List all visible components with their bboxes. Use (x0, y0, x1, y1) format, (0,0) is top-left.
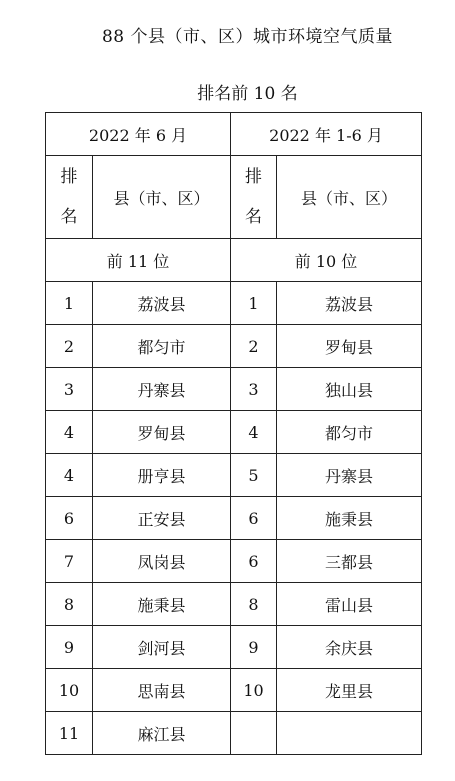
left-rank-cell: 1 (46, 282, 93, 325)
right-county-cell: 余庆县 (277, 626, 422, 669)
right-rank-cell: 3 (231, 368, 277, 411)
left-county-cell: 丹寨县 (93, 368, 231, 411)
right-county-cell: 罗甸县 (277, 325, 422, 368)
left-rank-cell: 8 (46, 583, 93, 626)
rank-column-label: 排名 (245, 167, 263, 227)
group-left-header: 前 11 位 (46, 239, 231, 282)
rank-column-label: 排名 (60, 167, 78, 227)
left-rank-cell: 10 (46, 669, 93, 712)
table-row (46, 626, 422, 669)
period-header-row (46, 113, 422, 156)
right-county-cell (277, 712, 422, 755)
right-county-cell: 龙里县 (277, 669, 422, 712)
right-rank-cell: 1 (231, 282, 277, 325)
left-county-cell: 剑河县 (93, 626, 231, 669)
left-county-cell: 册亨县 (93, 454, 231, 497)
rank-column-header-right (231, 156, 277, 239)
period-left-header: 2022 年 6 月 (46, 113, 231, 156)
period-right-header: 2022 年 1-6 月 (231, 113, 422, 156)
ranking-table (45, 112, 422, 755)
right-county-cell: 丹寨县 (277, 454, 422, 497)
table-row (46, 454, 422, 497)
right-county-cell: 独山县 (277, 368, 422, 411)
right-rank-cell: 2 (231, 325, 277, 368)
right-rank-cell: 5 (231, 454, 277, 497)
group-right-header: 前 10 位 (231, 239, 422, 282)
rank-column-header-left (46, 156, 93, 239)
left-county-cell: 正安县 (93, 497, 231, 540)
right-county-cell: 荔波县 (277, 282, 422, 325)
left-rank-cell: 7 (46, 540, 93, 583)
left-county-cell: 凤岗县 (93, 540, 231, 583)
left-county-cell: 思南县 (93, 669, 231, 712)
column-header-row (46, 156, 422, 239)
table-row (46, 368, 422, 411)
left-rank-cell: 4 (46, 454, 93, 497)
table-row (46, 540, 422, 583)
left-rank-cell: 2 (46, 325, 93, 368)
county-column-header-right: 县（市、区） (277, 156, 422, 239)
table-row (46, 282, 422, 325)
table-row (46, 583, 422, 626)
right-rank-cell: 9 (231, 626, 277, 669)
document-title: 88 个县（市、区）城市环境空气质量 (101, 27, 394, 47)
left-rank-cell: 9 (46, 626, 93, 669)
table-row (46, 325, 422, 368)
table-row (46, 669, 422, 712)
right-county-cell: 施秉县 (277, 497, 422, 540)
left-rank-cell: 4 (46, 411, 93, 454)
right-county-cell: 雷山县 (277, 583, 422, 626)
left-county-cell: 麻江县 (93, 712, 231, 755)
left-county-cell: 罗甸县 (93, 411, 231, 454)
table-row (46, 497, 422, 540)
right-rank-cell: 8 (231, 583, 277, 626)
left-county-cell: 施秉县 (93, 583, 231, 626)
left-rank-cell: 3 (46, 368, 93, 411)
table-row (46, 411, 422, 454)
left-rank-cell: 11 (46, 712, 93, 755)
right-rank-cell: 4 (231, 411, 277, 454)
right-rank-cell: 6 (231, 540, 277, 583)
document-subtitle: 排名前 10 名 (197, 84, 298, 104)
left-rank-cell: 6 (46, 497, 93, 540)
group-header-row (46, 239, 422, 282)
county-column-header-left: 县（市、区） (93, 156, 231, 239)
right-rank-cell (231, 712, 277, 755)
right-county-cell: 三都县 (277, 540, 422, 583)
left-county-cell: 都匀市 (93, 325, 231, 368)
right-rank-cell: 10 (231, 669, 277, 712)
right-rank-cell: 6 (231, 497, 277, 540)
left-county-cell: 荔波县 (93, 282, 231, 325)
right-county-cell: 都匀市 (277, 411, 422, 454)
table-row (46, 712, 422, 755)
